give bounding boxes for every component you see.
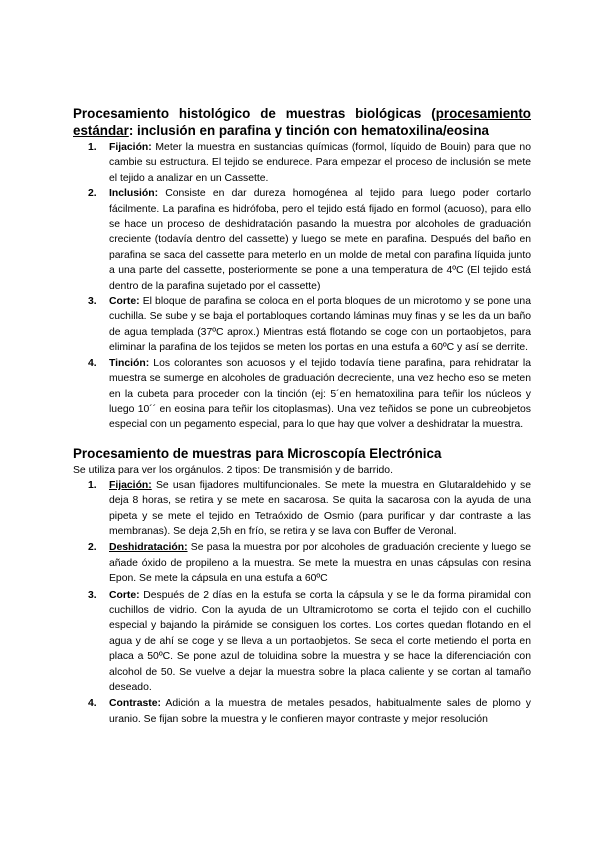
- list-term: Deshidratación:: [109, 542, 188, 554]
- list-text: El bloque de parafina se coloca en el porta bloques de un microtomo y se pone una cuchilla. Se sube y se baja el portabloques cortando láminas muy finas y se les da un baño de agua templada (37ºC aprox.) Mientras está flotando se coge con un portaobjetos, para eliminar la parafina de los tejidos se meten los portas en una estufa a 60ºC y así se derrite.: [109, 296, 531, 354]
- list-text: Los colorantes son acuosos y el tejido todavía tiene parafina, para rehidratar la muestra se sumerge en alcoholes de graduación decreciente, una vez hecho eso se meten en la cubeta para proceder con la tinción (ej: 5´en hematoxilina para teñir los núcleos y luego 10´´ en eosina para teñir los citoplasmas). Una vez teñidos se pone un cubreobjetos especial con un pegamento especial, para lo que hay que volver a deshidratar la muestra.: [109, 357, 531, 431]
- section-1-item-inclusion: [88, 186, 531, 294]
- list-term: Tinción:: [109, 357, 150, 369]
- section-1-title-link: procesamiento estándar: [73, 106, 531, 138]
- list-term: Fijación:: [109, 142, 152, 153]
- section-2-title: Procesamiento de muestras para Microscopía Electrónica: [73, 445, 442, 461]
- list-text: Después de 2 días en la estufa se corta la cápsula y se le da forma piramidal con cuchillos de vidrio. Con la ayuda de un Ultramicrotomo se corta el tejido con el cuchillo especial y bajando la pirámide se consiguen los cortes. Los cortes quedan flotando en el agua y de ahí se coge y se lleva a un portaobjetos. Se seca el corte metiendo el porta en placa a 50ºC. Se pone azul de toluidina sobre la muestra y se hace la diferenciación con alcohol de 50. Se vuelve a dejar la muestra sobre la placa caliente y se cortan al tamaño deseado.: [109, 589, 531, 693]
- section-1-list: [73, 140, 531, 433]
- list-term: Inclusión:: [109, 188, 159, 200]
- document-content: [73, 105, 531, 728]
- section-2-item-corte: [88, 588, 531, 696]
- section-2-item-contraste: [88, 696, 531, 727]
- list-number: 2.: [88, 542, 97, 554]
- section-1-title-part1: Procesamiento histológico de muestras biológicas (: [73, 106, 436, 121]
- section-1-item-corte: [88, 294, 531, 356]
- list-number: 3.: [88, 589, 97, 601]
- list-term: Corte:: [109, 296, 140, 308]
- list-number: 1.: [88, 479, 97, 491]
- section-2-item-fijacion: [88, 478, 531, 540]
- section-2-item-deshidratacion: [88, 540, 531, 586]
- list-term: Corte:: [109, 589, 140, 601]
- list-text: Adición a la muestra de metales pesados, habitualmente sales de plomo y uranio. Se fijan sobre la muestra y le confieren mayor contraste y mejor resolución: [109, 698, 531, 725]
- list-text: Se usan fijadores multifuncionales. Se mete la muestra en Glutaraldehido y se deja 8 horas, se retira y se mete en sacarosa. Se quita la sacarosa con la ayuda de una pipeta y se mete el tejido en Tetraóxido de Osmio (para purificar y dar contraste a las membranas). Se deja 2,5h en frío, se retira y se lava con Buffer de Veronal.: [109, 479, 531, 537]
- list-term: Contraste:: [109, 698, 161, 710]
- list-number: 1.: [88, 142, 97, 153]
- section-1-title-part2: : inclusión en parafina y tinción con hematoxilina/eosina: [128, 123, 489, 138]
- section-1-item-fijacion: [88, 140, 531, 186]
- section-2-list: [73, 478, 531, 728]
- list-number: 2.: [88, 188, 97, 200]
- list-text: Meter la muestra en sustancias químicas (formol, líquido de Bouin) para que no cambie su estructura. El tejido se endurece. Para empezar el proceso de inclusión se mete el tejido a analizar en un Cassette.: [109, 142, 531, 184]
- section-1-title: [73, 105, 531, 139]
- list-term: Fijación:: [109, 479, 152, 491]
- list-number: 4.: [88, 698, 97, 710]
- list-number: 3.: [88, 296, 97, 308]
- section-2-intro: Se utiliza para ver los orgánulos. 2 tipos: De transmisión y de barrido.: [73, 464, 393, 476]
- section-1-item-tincion: [88, 356, 531, 433]
- list-number: 4.: [88, 357, 97, 369]
- list-text: Consiste en dar dureza homogénea al tejido para luego poder cortarlo fácilmente. La parafina es hidrófoba, pero el tejido está fijado en formol (acuoso), para ello se hace un proceso de deshidratación pasando la muestra por alcoholes de graduación creciente (todavía dentro del cassette) y luego se mete en parafina. Después del baño en parafina se saca del cassette para meterlo en un molde de metal con parafina líquida junto a una parte del cassette, posteriormente se pone a una temperatura de 4ºC (El tejido está dentro de la parafina sujetado por el cassette): [109, 188, 531, 292]
- list-text: Se pasa la muestra por por alcoholes de graduación creciente y luego se añade óxido de propileno a la muestra. Se mete la muestra en unas cápsulas con resina Epon. Se mete la cápsula en una estufa a 60ºC: [109, 542, 531, 585]
